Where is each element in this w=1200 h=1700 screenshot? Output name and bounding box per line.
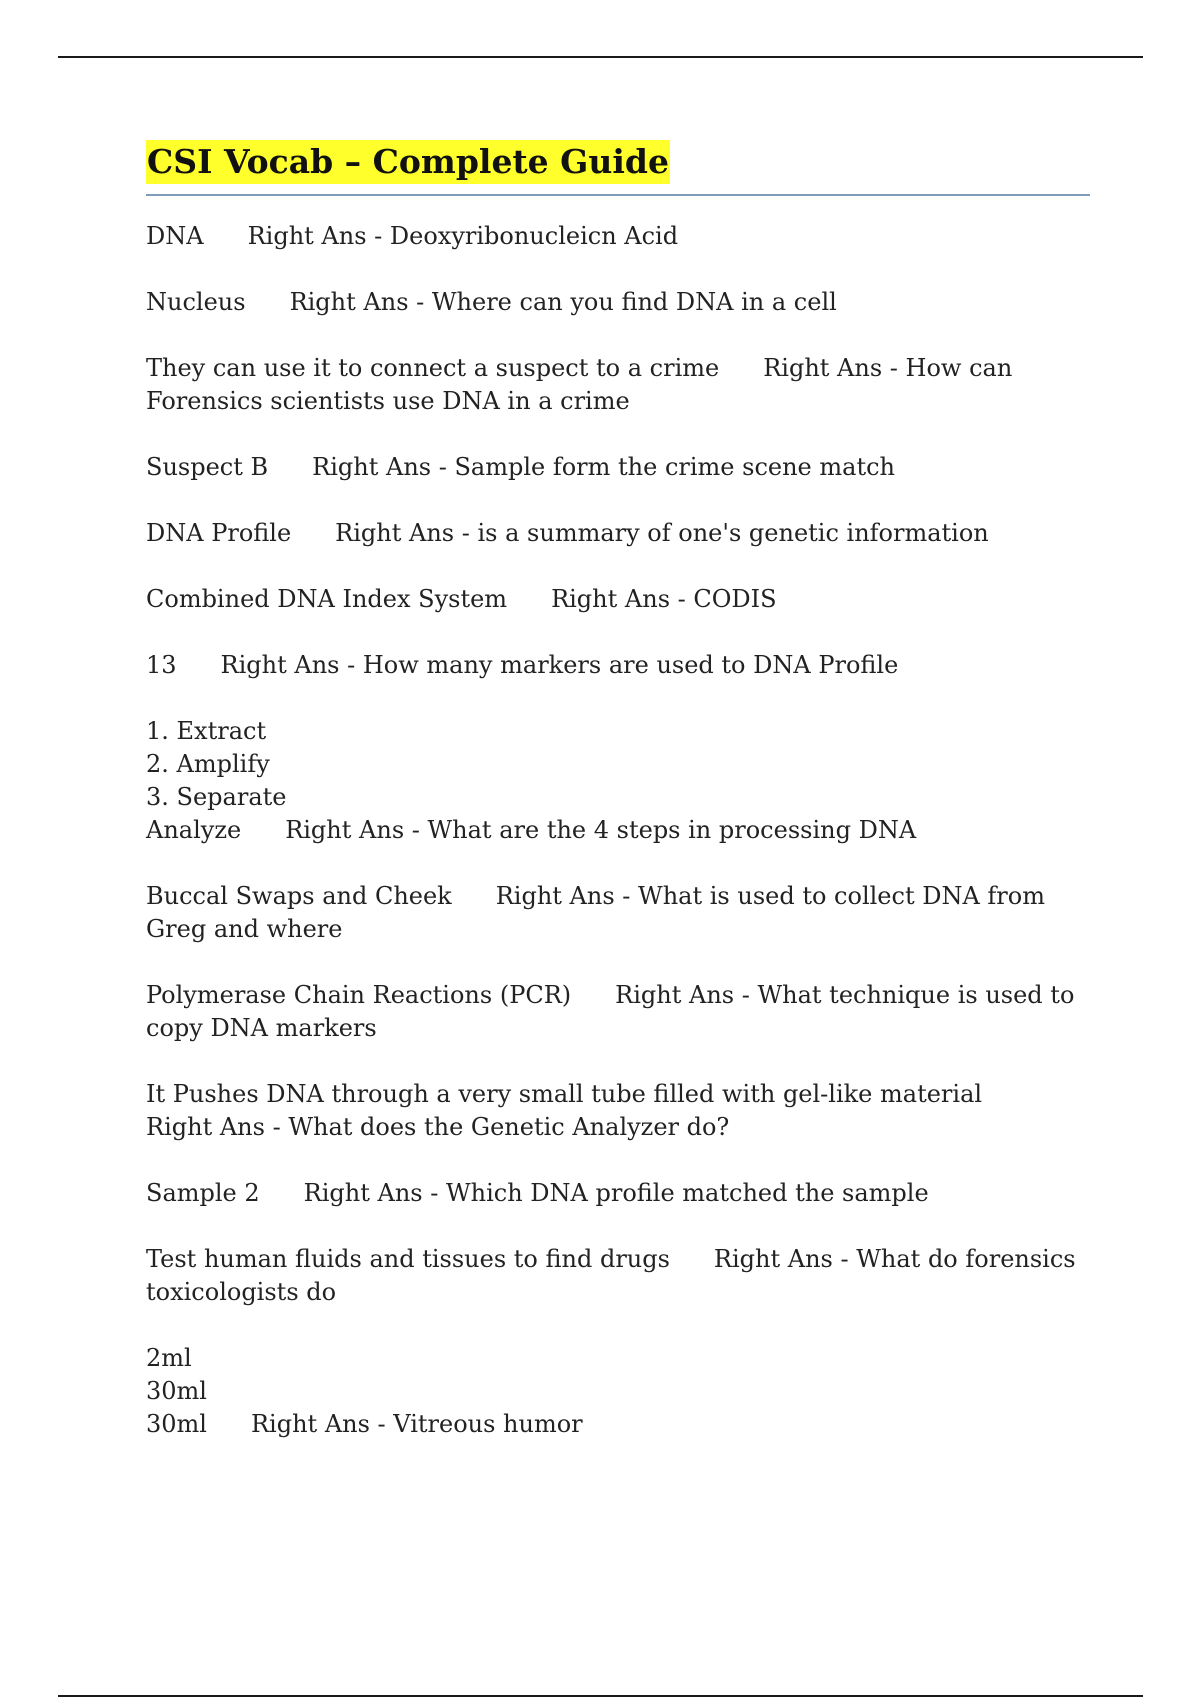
document-body	[146, 140, 1090, 1474]
qa-entry	[146, 220, 1090, 253]
qa-entry	[146, 1078, 1090, 1144]
entry-main-line	[146, 880, 1090, 946]
entry-term: Polymerase Chain Reactions (PCR)	[146, 981, 572, 1009]
entry-main-line	[146, 1243, 1090, 1309]
entry-term: Test human fluids and tissues to find drugs	[146, 1245, 670, 1273]
entry-term: They can use it to connect a suspect to a crime	[146, 354, 720, 382]
entry-answer: Right Ans - Sample form the crime scene match	[312, 453, 895, 481]
entry-answer: Right Ans - What do forensics toxicologists do	[146, 1245, 1076, 1306]
entry-main-line	[146, 649, 1090, 682]
entry-pre-line: 30ml	[146, 1377, 207, 1405]
entry-term: 30ml	[146, 1410, 207, 1438]
entry-term: Combined DNA Index System	[146, 585, 508, 613]
entry-main-line	[146, 1408, 1090, 1441]
entry-answer: Right Ans - How can Forensics scientists use DNA in a crime	[146, 354, 1013, 415]
entry-answer: Right Ans - How many markers are used to DNA Profile	[220, 651, 899, 679]
qa-entry	[146, 880, 1090, 946]
entry-main-line	[146, 352, 1090, 418]
qa-entry	[146, 1342, 1090, 1441]
entry-main-line	[146, 517, 1090, 550]
qa-entry	[146, 451, 1090, 484]
entry-term: Buccal Swaps and Cheek	[146, 882, 452, 910]
entry-answer: Right Ans - What are the 4 steps in processing DNA	[285, 816, 917, 844]
entry-main-line	[146, 583, 1090, 616]
entry-answer: Right Ans - Where can you find DNA in a cell	[289, 288, 837, 316]
page-top-rule	[58, 56, 1143, 58]
entry-answer: Right Ans - What technique is used to copy DNA markers	[146, 981, 1075, 1042]
entry-term: Sample 2	[146, 1179, 260, 1207]
entry-term: 13	[146, 651, 177, 679]
entry-pre-line: 1. Extract	[146, 717, 267, 745]
entry-pre-line: 3. Separate	[146, 783, 287, 811]
entry-answer: Right Ans - What is used to collect DNA from Greg and where	[146, 882, 1045, 943]
entry-answer: Right Ans - Which DNA profile matched the sample	[303, 1179, 929, 1207]
page-bottom-rule	[58, 1695, 1143, 1697]
entry-main-line	[146, 286, 1090, 319]
qa-entry	[146, 517, 1090, 550]
entry-answer: Right Ans - Deoxyribonucleicn Acid	[247, 222, 679, 250]
entry-term: DNA	[146, 222, 204, 250]
document-title: CSI Vocab – Complete Guide	[146, 140, 670, 184]
qa-entry	[146, 1243, 1090, 1309]
qa-entry	[146, 286, 1090, 319]
title-block	[146, 140, 1090, 196]
entry-main-line	[146, 979, 1090, 1045]
entry-term: Suspect B	[146, 453, 269, 481]
entry-main-line	[146, 451, 1090, 484]
qa-entry	[146, 583, 1090, 616]
entry-main-line	[146, 220, 1090, 253]
qa-entry	[146, 352, 1090, 418]
entry-pre-line: 2. Amplify	[146, 750, 270, 778]
qa-list	[146, 220, 1090, 1441]
entry-term: DNA Profile	[146, 519, 292, 547]
entry-pre-line: 2ml	[146, 1344, 192, 1372]
entry-answer: Right Ans - Vitreous humor	[250, 1410, 583, 1438]
entry-term: It Pushes DNA through a very small tube filled with gel-like material	[146, 1080, 983, 1108]
entry-answer: Right Ans - is a summary of one's genetic information	[335, 519, 989, 547]
qa-entry	[146, 1177, 1090, 1210]
entry-main-line	[146, 1177, 1090, 1210]
entry-main-line	[146, 1078, 1090, 1144]
entry-main-line	[146, 814, 1090, 847]
entry-term: Analyze	[146, 816, 242, 844]
entry-term: Nucleus	[146, 288, 246, 316]
entry-answer: Right Ans - What does the Genetic Analyzer do?	[146, 1113, 730, 1141]
qa-entry	[146, 979, 1090, 1045]
qa-entry	[146, 649, 1090, 682]
qa-entry	[146, 715, 1090, 847]
entry-answer: Right Ans - CODIS	[551, 585, 777, 613]
